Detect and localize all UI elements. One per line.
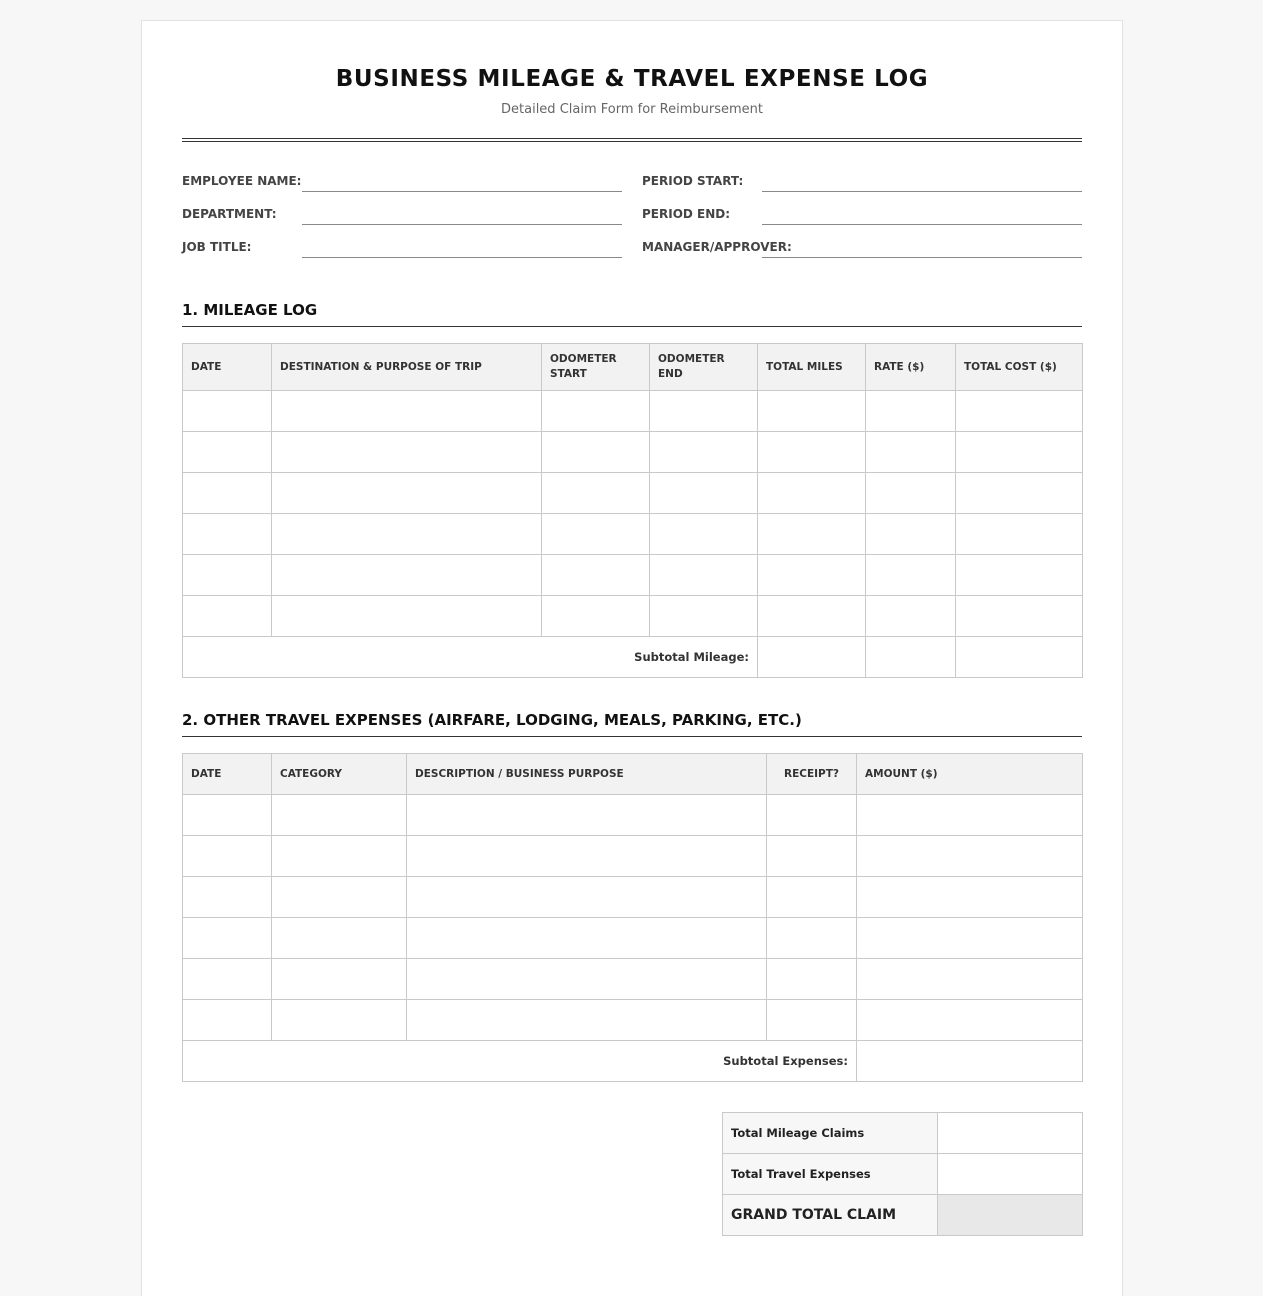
expenses-row: [183, 836, 1083, 877]
mileage-cell-total-cost[interactable]: [956, 596, 1083, 637]
expenses-subtotal-label: Subtotal Expenses:: [183, 1041, 857, 1082]
expenses-cell-category[interactable]: [272, 795, 407, 836]
expenses-cell-amount[interactable]: [857, 877, 1083, 918]
claim-form-page: [141, 20, 1123, 1296]
mileage-cell-odometer-end[interactable]: [650, 473, 758, 514]
mileage-row: [183, 432, 1083, 473]
period-end-field[interactable]: [762, 203, 1082, 225]
mileage-cell-rate[interactable]: [866, 473, 956, 514]
mileage-cell-odometer-start[interactable]: [542, 432, 650, 473]
mileage-subtotal-cost[interactable]: [956, 637, 1083, 678]
expenses-cell-date[interactable]: [183, 877, 272, 918]
mileage-cell-rate[interactable]: [866, 391, 956, 432]
expenses-cell-date[interactable]: [183, 836, 272, 877]
grand-total-value[interactable]: [938, 1195, 1083, 1236]
mileage-cell-odometer-start[interactable]: [542, 391, 650, 432]
mileage-col-destination: DESTINATION & PURPOSE OF TRIP: [272, 344, 542, 391]
mileage-cell-odometer-end[interactable]: [650, 514, 758, 555]
expenses-cell-amount[interactable]: [857, 959, 1083, 1000]
mileage-cell-date[interactable]: [183, 391, 272, 432]
mileage-cell-date[interactable]: [183, 473, 272, 514]
mileage-cell-total-miles[interactable]: [758, 596, 866, 637]
expenses-cell-receipt[interactable]: [767, 795, 857, 836]
mileage-header-row: [183, 344, 1083, 391]
mileage-col-odometer-end: ODOMETER END: [650, 344, 758, 391]
mileage-col-total-cost: TOTAL COST ($): [956, 344, 1083, 391]
mileage-section-title: 1. MILEAGE LOG: [182, 301, 1082, 327]
expenses-row: [183, 959, 1083, 1000]
manager-row: [642, 236, 1082, 258]
mileage-row: [183, 596, 1083, 637]
mileage-cell-destination[interactable]: [272, 514, 542, 555]
expenses-cell-amount[interactable]: [857, 1000, 1083, 1041]
expenses-row: [183, 1000, 1083, 1041]
mileage-cell-total-miles[interactable]: [758, 391, 866, 432]
mileage-cell-total-miles[interactable]: [758, 432, 866, 473]
mileage-cell-total-cost[interactable]: [956, 555, 1083, 596]
period-start-field[interactable]: [762, 170, 1082, 192]
employee-name-label: EMPLOYEE NAME:: [182, 174, 302, 188]
mileage-cell-odometer-end[interactable]: [650, 555, 758, 596]
expenses-table: [182, 753, 1083, 1082]
expenses-cell-description[interactable]: [407, 1000, 767, 1041]
mileage-col-date: DATE: [183, 344, 272, 391]
mileage-cell-date[interactable]: [183, 432, 272, 473]
manager-label: MANAGER/APPROVER:: [642, 240, 792, 254]
expenses-cell-category[interactable]: [272, 918, 407, 959]
expenses-cell-category[interactable]: [272, 1000, 407, 1041]
expenses-cell-description[interactable]: [407, 877, 767, 918]
mileage-cell-destination[interactable]: [272, 596, 542, 637]
mileage-row: [183, 473, 1083, 514]
mileage-cell-rate[interactable]: [866, 432, 956, 473]
mileage-cell-total-cost[interactable]: [956, 473, 1083, 514]
expenses-cell-amount[interactable]: [857, 918, 1083, 959]
mileage-cell-destination[interactable]: [272, 473, 542, 514]
mileage-col-rate: RATE ($): [866, 344, 956, 391]
mileage-subtotal-rate[interactable]: [866, 637, 956, 678]
period-end-row: [642, 203, 1082, 225]
expenses-cell-category[interactable]: [272, 877, 407, 918]
mileage-row: [183, 391, 1083, 432]
expenses-rows: [183, 795, 1083, 1041]
summary-mileage-row: [723, 1113, 1083, 1154]
job-title-row: [182, 236, 622, 258]
mileage-cell-odometer-end[interactable]: [650, 432, 758, 473]
mileage-cell-odometer-start[interactable]: [542, 555, 650, 596]
mileage-cell-total-miles[interactable]: [758, 473, 866, 514]
mileage-cell-date[interactable]: [183, 555, 272, 596]
expenses-row: [183, 918, 1083, 959]
expenses-cell-receipt[interactable]: [767, 836, 857, 877]
employee-name-row: [182, 170, 622, 192]
mileage-cell-total-miles[interactable]: [758, 555, 866, 596]
expenses-cell-amount[interactable]: [857, 795, 1083, 836]
period-start-row: [642, 170, 1082, 192]
expenses-col-amount: AMOUNT ($): [857, 754, 1083, 795]
expenses-section-title: 2. OTHER TRAVEL EXPENSES (AIRFARE, LODGING, MEALS, PARKING, ETC.): [182, 711, 1082, 737]
expenses-cell-date[interactable]: [183, 795, 272, 836]
mileage-cell-odometer-end[interactable]: [650, 596, 758, 637]
mileage-cell-odometer-start[interactable]: [542, 473, 650, 514]
expenses-col-category: CATEGORY: [272, 754, 407, 795]
department-label: DEPARTMENT:: [182, 207, 277, 221]
employee-name-field[interactable]: [302, 170, 622, 192]
expenses-cell-description[interactable]: [407, 836, 767, 877]
expenses-row: [183, 877, 1083, 918]
mileage-cell-rate[interactable]: [866, 596, 956, 637]
mileage-cell-total-cost[interactable]: [956, 432, 1083, 473]
period-start-label: PERIOD START:: [642, 174, 744, 188]
total-expenses-value[interactable]: [938, 1154, 1083, 1195]
expenses-row: [183, 795, 1083, 836]
expenses-cell-amount[interactable]: [857, 836, 1083, 877]
manager-field[interactable]: [762, 236, 1082, 258]
expenses-cell-receipt[interactable]: [767, 1000, 857, 1041]
total-expenses-label: Total Travel Expenses: [723, 1154, 938, 1195]
expenses-cell-description[interactable]: [407, 918, 767, 959]
mileage-cell-odometer-start[interactable]: [542, 596, 650, 637]
expenses-col-description: DESCRIPTION / BUSINESS PURPOSE: [407, 754, 767, 795]
page-subtitle: Detailed Claim Form for Reimbursement: [501, 102, 763, 117]
expenses-cell-date[interactable]: [183, 918, 272, 959]
expenses-cell-description[interactable]: [407, 959, 767, 1000]
mileage-cell-total-cost[interactable]: [956, 391, 1083, 432]
mileage-cell-date[interactable]: [183, 514, 272, 555]
mileage-cell-date[interactable]: [183, 596, 272, 637]
mileage-cell-odometer-end[interactable]: [650, 391, 758, 432]
summary-expenses-row: [723, 1154, 1083, 1195]
total-mileage-value[interactable]: [938, 1113, 1083, 1154]
mileage-rows: [183, 391, 1083, 637]
mileage-cell-total-miles[interactable]: [758, 514, 866, 555]
expenses-header-row: [183, 754, 1083, 795]
mileage-table: [182, 343, 1083, 678]
summary-table: [722, 1112, 1083, 1236]
employee-info-section: [182, 170, 1082, 258]
expenses-cell-description[interactable]: [407, 795, 767, 836]
mileage-cell-rate[interactable]: [866, 555, 956, 596]
summary-grand-row: [723, 1195, 1083, 1236]
mileage-subtotal-label: Subtotal Mileage:: [183, 637, 758, 678]
mileage-row: [183, 555, 1083, 596]
expenses-cell-receipt[interactable]: [767, 918, 857, 959]
mileage-cell-destination[interactable]: [272, 555, 542, 596]
page-title: BUSINESS MILEAGE & TRAVEL EXPENSE LOG: [335, 66, 929, 92]
expenses-cell-receipt[interactable]: [767, 959, 857, 1000]
expenses-cell-date[interactable]: [183, 1000, 272, 1041]
mileage-subtotal-miles[interactable]: [758, 637, 866, 678]
title-double-rule: [182, 138, 1082, 142]
job-title-field[interactable]: [302, 236, 622, 258]
mileage-cell-destination[interactable]: [272, 391, 542, 432]
department-field[interactable]: [302, 203, 622, 225]
mileage-cell-odometer-start[interactable]: [542, 514, 650, 555]
expenses-cell-receipt[interactable]: [767, 877, 857, 918]
expenses-cell-category[interactable]: [272, 836, 407, 877]
mileage-col-odometer-start: ODOMETER START: [542, 344, 650, 391]
expenses-cell-date[interactable]: [183, 959, 272, 1000]
period-end-label: PERIOD END:: [642, 207, 731, 221]
expenses-cell-category[interactable]: [272, 959, 407, 1000]
expenses-subtotal-amount[interactable]: [857, 1041, 1083, 1082]
job-title-label: JOB TITLE:: [182, 240, 252, 254]
expenses-col-date: DATE: [183, 754, 272, 795]
total-mileage-label: Total Mileage Claims: [723, 1113, 938, 1154]
expenses-subtotal-row: [183, 1041, 1083, 1082]
mileage-cell-rate[interactable]: [866, 514, 956, 555]
expenses-col-receipt: RECEIPT?: [767, 754, 857, 795]
mileage-subtotal-row: [183, 637, 1083, 678]
mileage-cell-destination[interactable]: [272, 432, 542, 473]
mileage-row: [183, 514, 1083, 555]
grand-total-label: GRAND TOTAL CLAIM: [723, 1195, 938, 1236]
mileage-cell-total-cost[interactable]: [956, 514, 1083, 555]
mileage-col-total-miles: TOTAL MILES: [758, 344, 866, 391]
department-row: [182, 203, 622, 225]
